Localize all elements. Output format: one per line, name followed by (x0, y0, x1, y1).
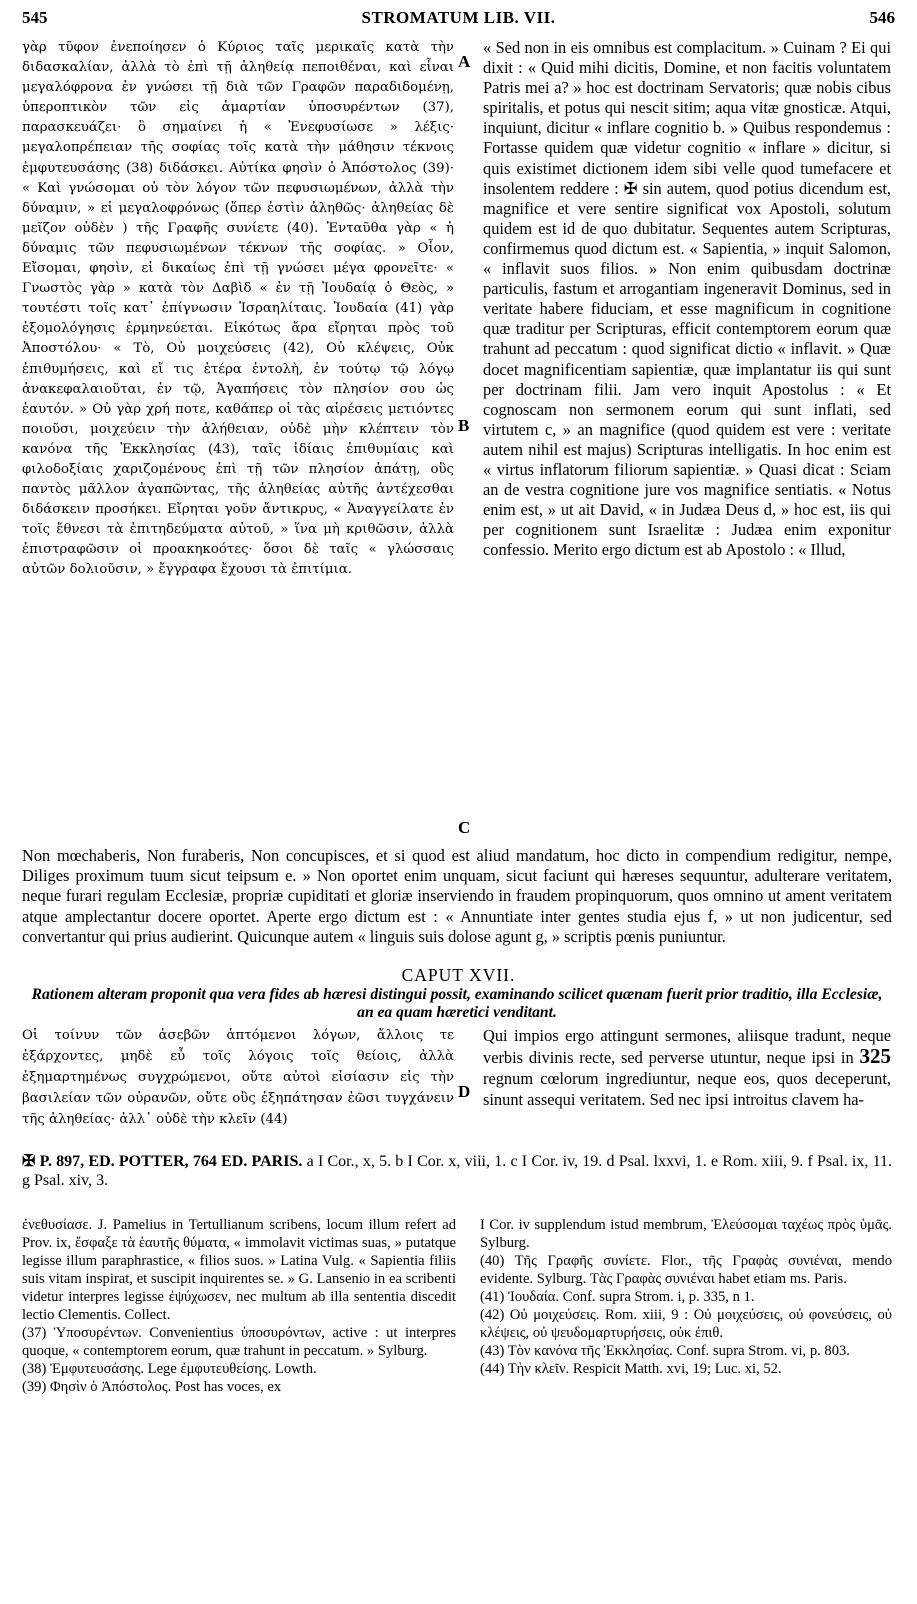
footnote: (40) Τῆς Γραφῆς συνίετε. Flor., τῆς Γραφὰς συνιέναι, mendo evidente. Sylburg. Τὰς Γραφὰς συνιέναι habet etiam ms. Paris. (480, 1253, 892, 1287)
scripture-references (22, 1152, 892, 1190)
page-number-right: 546 (869, 8, 895, 27)
footnote: ἐνεθυσίασε. J. Pamelius in Tertullianum scribens, locum illum refert ad Prov. ix, ἔσφαξε τὰ ἑαυτῆς θύματα, « immolavit victimas suas, » putatque legisse illum paraphrastice, « filios suos. » Latina Vulg. « Sapientia filiis suis vitam inspirat, et suscipit inquirentes se. » G. Lansenio in ea scribenti videtur interpres legisse ἐψύχωσεν, nec multum ab illa sententia discedit lectio Clementis. Collect. (22, 1217, 456, 1323)
latin-chapter-text-b: regnum cœlorum ingrediuntur, neque eos, quos deceperunt, sinunt assequi veritatem. Sed nec ipsi introitus clavem ha- (483, 1069, 891, 1109)
running-title: STROMATUM LIB. VII. (361, 8, 556, 27)
margin-letter-d: D (458, 1082, 471, 1101)
footnote: (38) Ἐμφυτευσάσης. Lege ἐμφυτευθείσης. Lowth. (22, 1361, 317, 1377)
page-header (22, 6, 895, 32)
chapter-heading: CAPUT XVII. (401, 965, 516, 985)
edition-reference: ✠ P. 897, ED. POTTER, 764 ED. PARIS. (22, 1153, 303, 1170)
footnote: (37) Ὑποσυρέντων. Convenientius ὑποσυρόντων, active : ut interpres quoque, « contemptorem eorum, quæ trahunt in peccatum. » Sylburg. (22, 1325, 456, 1359)
page-number-left: 545 (22, 8, 48, 27)
greek-text-column: γὰρ τῦφον ἐνεποίησεν ὁ Κύριος ταῖς μερικαῖς κατὰ τὴν διδασκαλίαν, ἀλλὰ τὸ ἐπὶ τῇ ἀληθείᾳ πεποιθέναι, καὶ εἶναι μεγαλόφρονα ἐν γνώσει τῇ διὰ τῶν Γραφῶν παραδιδομένῃ, ὑπεροπτικὸν τῶν εἰς ἁμαρτίαν ὑποσυρέντων (37), παρασκευάζει· ὃ σημαίνει ἡ « Ἐνεφυσίωσε » λέξις· μεγαλοπρέπειαν τῆς σοφίας τοῖς κατὰ τὴν μάθησιν τέκνοις ἐμφυτευσάσης (38) διδάσκει. Αὐτίκα φησὶν ὁ Ἀπόστολος (39)· « Καὶ γνώσομαι οὐ τὸν λόγον τῶν πεφυσιωμένων, ἀλλὰ τὴν δύναμιν, » εἰ μεγαλοφρόνως (ὅπερ ἐστὶν ἀληθῶς· ἀληθείας δὲ μεῖζον οὐδὲν ) τῆς Γραφῆς συνίετε (40). Ἐνταῦθα γὰρ « ἡ δύναμις τῶν πεφυσιωμένων τέκνων τῆς σοφίας. » Οἷον, Εἴσομαι, φησὶν, εἰ δικαίως ἐπὶ τῇ γνώσει μέγα φρονεῖτε· « Γνωστὸς γὰρ » κατὰ τὸν Δαβὶδ « ἐν τῇ Ἰουδαίᾳ ὁ Θεὸς, » τουτέστι τοῖς κατ᾽ ἐπίγνωσιν Ἰσραηλίταις. Ἰουδαία (41) γὰρ ἐξομολόγησις ἑρμηνεύεται. Εἰκότως ἄρα εἴρηται πρὸς τοῦ Ἀποστόλου· « Τὸ, Οὐ μοιχεύσεις (42), Οὐ κλέψεις, Οὐκ ἐπιθυμήσεις, καὶ εἴ τις ἑτέρα ἐντολὴ, ἐν τούτῳ τῷ λόγῳ ἀνακεφαλαιοῦται, ἐν τῷ, Ἀγαπήσεις τὸν πλησίον σου ὡς ἑαυτόν. » Οὐ γὰρ χρή ποτε, καθάπερ οἱ τὰς αἱρέσεις μετιόντες ποιοῦσι, μοιχεύειν τὴν ἀλήθειαν, οὐδὲ μὴν κλέπτειν τὸν κανόνα τῆς Ἐκκλησίας (43), ταῖς ἰδίαις ἐπιθυμίαις καὶ φιλοδοξίαις χαριζομένους ἐπὶ τῇ τῶν πλησίον ἀπάτῃ, οὓς παντὸς μᾶλλον ἀγαπῶντας, τῆς ἀληθείας αὐτῆς ἀντέχεσθαι διδάσκειν προσήκει. Εἴρηται γοῦν ἄντικρυς, « Ἀναγγείλατε ἐν τοῖς ἔθνεσι τὰ ἐπιτηδεύματα αὐτοῦ, » ἵνα μὴ κριθῶσιν, ἀλλὰ ἐπιστραφῶσιν οἱ προακηκοότες· ὅσοι δὲ ταῖς « γλώσσαις αὐτῶν δολιοῦσιν, » ἔγγραφα ἔχουσι τὰ ἐπιτίμια. (22, 40, 454, 578)
footnote: I Cor. iv supplendum istud membrum, Ἐλεύσομαι ταχέως πρὸς ὑμᾶς. Sylburg. (480, 1217, 892, 1251)
margin-letter-c: C (458, 818, 471, 837)
footnote: (44) Τὴν κλεῖν. Respicit Matth. xvi, 19; Luc. xi, 52. (480, 1361, 782, 1377)
greek-chapter-text: Οἱ τοίνυν τῶν ἀσεβῶν ἁπτόμενοι λόγων, ἄλλοις τε ἐξάρχοντες, μηδὲ εὖ τοῖς λόγοις τοῖς θείοις, ἀλλὰ ἐξημαρτημένως συγχρώμενοι, οὔτε αὐτοὶ εἰσίασιν εἰς τὴν βασιλείαν τῶν οὐρανῶν, οὔτε οὓς ἐξηπάτησαν ἐῶσι τυγχάνειν τῆς ἀληθείας· ἀλλ᾽ οὐδὲ τὴν κλεῖν (44) (22, 1028, 454, 1127)
latin-text-column: « Sed non in eis omnibus est complacitum. » Cuinam ? Ei qui dixit : « Quid mihi dicitis, Domine, et non facitis voluntatem Patris mei a? » hoc est doctrinam Servatoris; quæ nobis cibus spiritalis, et potus qui nescit sitim; aqua vitæ gnosticæ. Atqui, inquiunt, dicitur « inflare cognitio b. » Quibus respondemus : Fortasse quidem quæ videtur cognitio « inflare » dicitur, si quis existimet dictionem idem sibi velle quod tumefacere et insolentem reddere : ✠ sin autem, quod potius dicendum est, magnifice et vere sentire significat vox Apostoli, solutum quidem est id de quo dubitatur. Sequentes autem Scripturas, confirmemus quod dictum est. « Sapientia, » inquit Salomon, « inflavit suos filios. » Non enim quibusdam doctrinæ particulis, fastum et arrogantiam ingeneravit Dominus, sed in veritate habere fiduciam, et esse magnificum in cognitione quæ traditur per Scripturas, efficit contemptorem eorum quæ trahunt ad peccatum : quod significat dictio « inflavit. » Quæ docet magnificentiam sapientiæ, quæ implantatur iis qui sunt per doctrinam filii. Jam vero inquit Apostolus : « Et cognoscam non sermonem eorum qui sunt inflati, sed virtutem c, » an magnifice (quod quidem est vere : veritate autem nihil est majus) Scripturas intelligatis. In hoc enim est « virtus inflatorum filiorum sapientiæ. » Quasi dicat : Sciam an de vestra cognitione jure vos magnifice sentiatis. « Notus enim est, » ut ait David, « in Judæa Deus d, » hoc est, iis qui per cognitionem sunt Israelitæ : Judæa enim exponitur confessio. Merito ergo dictum est ab Apostolo : « Illud, (483, 38, 891, 560)
footnote: (42) Οὐ μοιχεύσεις. Rom. xiii, 9 : Οὐ μοιχεύσεις, οὐ φονεύσεις, οὐ κλέψεις, οὐ ψευδομαρτυρήσεις, οὐκ ἐπιθ. (480, 1307, 892, 1341)
footnote: (41) Ἰουδαία. Conf. supra Strom. i, p. 335, n 1. (480, 1289, 755, 1305)
latin-full-width-text: Non mœchaberis, Non furaberis, Non concupisces, et si quod est aliud mandatum, hoc dicto in compendium redigitur, nempe, Diliges proximum tuum sicut teipsum e. » Non oportet enim unquam, sicut faciunt qui hæreses sequuntur, adulterare veritatem, neque furari regulam Ecclesiæ, propriæ cupiditati et gloriæ inserviendo in fraudem propinquorum, quos omnino ut ament veritatem atque amplectantur docere oportet. Aperte ergo dictum est : « Annuntiate inter gentes studia ejus f, » ut non judicentur, sed convertantur qui prius audierint. Quicunque autem « linguis suis dolose agunt g, » scriptis pœnis puniuntur. (22, 846, 892, 946)
footnote: (39) Φησὶν ὁ Ἀπόστολος. Post has voces, ex (22, 1379, 282, 1395)
footnotes-right (480, 1216, 892, 1378)
footnotes-left (22, 1216, 456, 1396)
reference-list: a I Cor., x, 5. b I Cor. x, viii, 1. c I Cor. iv, 19. d Psal. lxxvi, 1. e Rom. xiii, 9. f Psal. ix, 11. g Psal. xiv, 3. (22, 1153, 893, 1189)
margin-letter-a: A (458, 52, 471, 71)
footnote: (43) Τὸν κανόνα τῆς Ἐκκλησίας. Conf. supra Strom. vi, p. 803. (480, 1343, 850, 1359)
margin-letter-b: B (458, 416, 470, 435)
latin-chapter-text-a: Qui impios ergo attingunt sermones, aliisque tradunt, neque verbis divinis recte, sed perverse utuntur, neque ipsi in (483, 1026, 891, 1067)
latin-chapter-text (483, 1025, 891, 1110)
chapter-summary: Rationem alteram proponit qua vera fides ab hæresi distingui possit, examinando scilicet quænam fuerit prior traditio, illa Ecclesiæ, an ea quam hæretici venditant. (31, 986, 883, 1021)
marginal-page-number: 325 (859, 1044, 891, 1068)
